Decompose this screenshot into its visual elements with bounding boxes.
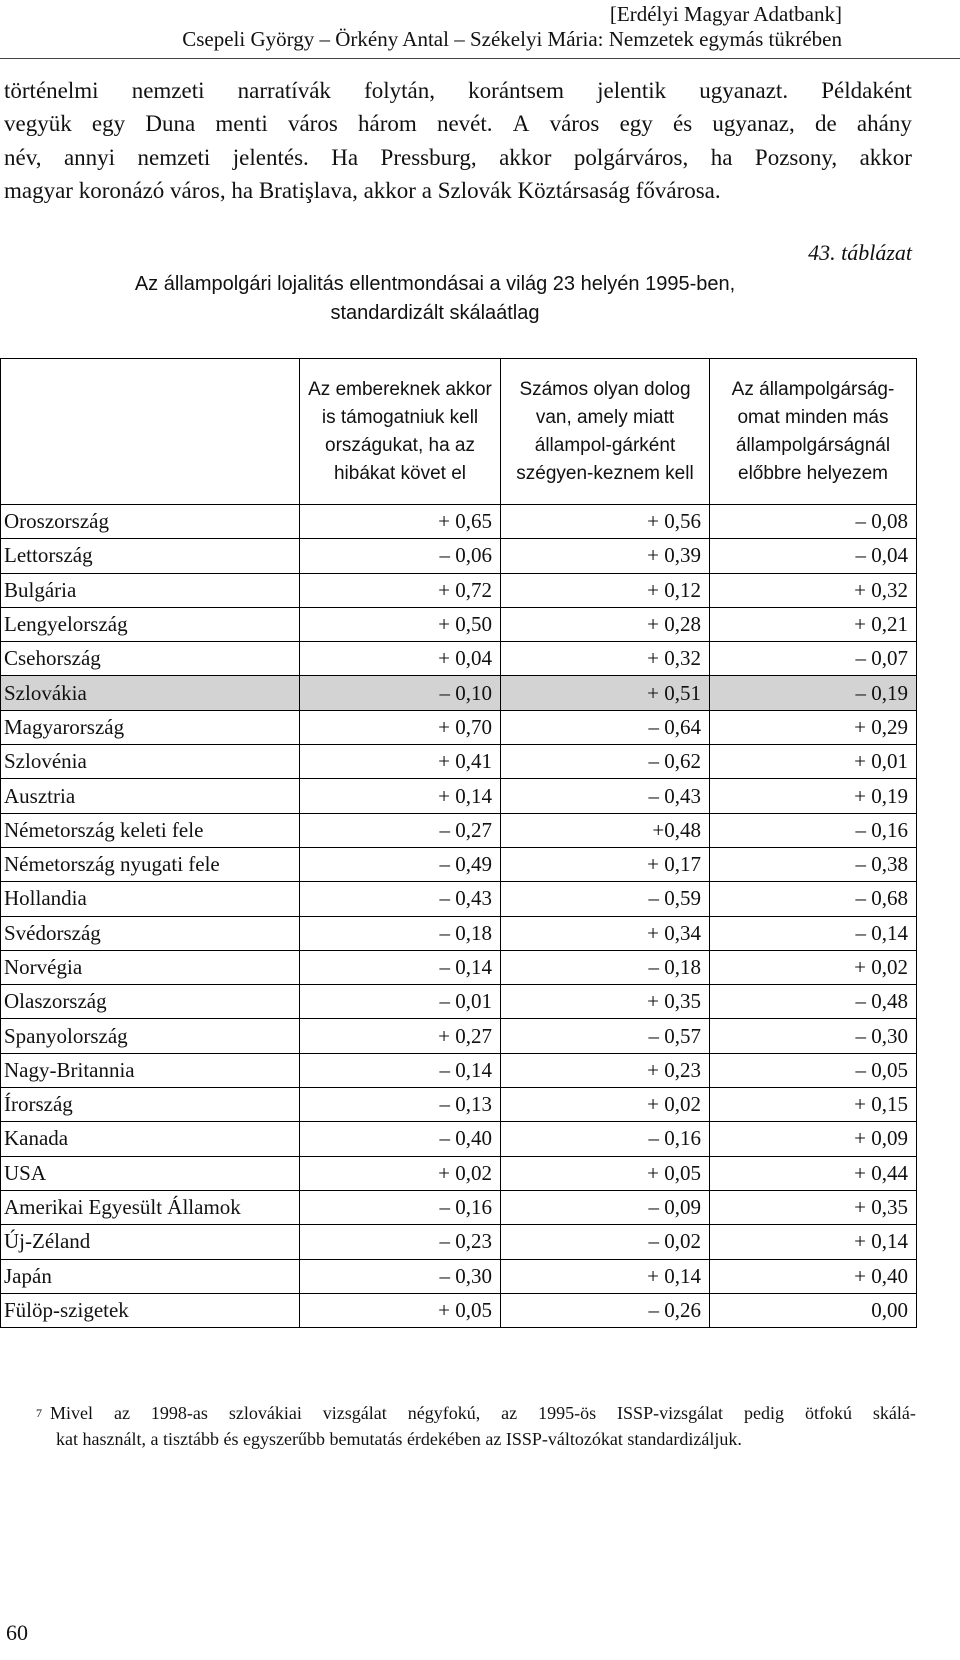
value-cell-support: + 0,27 [300, 1019, 501, 1053]
country-cell: Németország keleti fele [1, 813, 300, 847]
value-cell-support: + 0,50 [300, 607, 501, 641]
header-cell-shame: Számos olyan dolog van, amely miatt állampol-gárként szégyen-keznem kell [501, 359, 710, 505]
value-cell-priority: + 0,14 [710, 1225, 917, 1259]
body-word: narratívák [237, 78, 331, 103]
value-cell-priority: – 0,16 [710, 813, 917, 847]
table-row [1, 505, 917, 539]
value-cell-shame: + 0,28 [501, 607, 710, 641]
footnote-word: 1995-ös [538, 1403, 597, 1423]
footnote-word: kat [56, 1429, 78, 1449]
value-cell-shame: – 0,64 [501, 710, 710, 744]
table-row [1, 847, 917, 881]
table-row [1, 1088, 917, 1122]
value-cell-shame: – 0,02 [501, 1225, 710, 1259]
table-header-row [1, 359, 917, 505]
table-row [1, 676, 917, 710]
body-word: egy [619, 111, 653, 137]
body-word: egy [91, 111, 126, 137]
body-word: Szlovák [437, 177, 512, 203]
header-divider [0, 58, 960, 59]
body-line [4, 74, 912, 107]
value-cell-priority: + 0,40 [710, 1259, 917, 1293]
body-word: ugyanaz, [712, 111, 795, 137]
country-cell: Hollandia [1, 882, 300, 916]
footnote-word: szlovákiai [228, 1403, 302, 1423]
table-row [1, 916, 917, 950]
table-row [1, 779, 917, 813]
body-word: folytán, [364, 78, 435, 103]
footnote-word: skálá- [872, 1403, 916, 1423]
body-word: ahány [856, 111, 912, 137]
footnote-word: ötfokú [804, 1403, 852, 1423]
header-source: [Erdélyi Magyar Adatbank] [609, 2, 842, 26]
body-word: akkor [499, 144, 552, 170]
footnote-marker: 7 [36, 1406, 42, 1420]
table-row [1, 813, 917, 847]
value-cell-shame: – 0,43 [501, 779, 710, 813]
table-row [1, 1293, 917, 1327]
country-cell: Norvégia [1, 950, 300, 984]
body-word: ha [710, 144, 733, 170]
value-cell-priority: – 0,30 [710, 1019, 917, 1053]
value-cell-support: + 0,65 [300, 505, 501, 539]
body-word: nevét. [436, 111, 493, 137]
footnote-word: egyszerűbb [242, 1429, 325, 1449]
value-cell-shame: + 0,02 [501, 1088, 710, 1122]
table-row [1, 1259, 917, 1293]
value-cell-shame: + 0,32 [501, 642, 710, 676]
value-cell-priority: 0,00 [710, 1293, 917, 1327]
table-row [1, 573, 917, 607]
footnote-word: tisztább [162, 1429, 219, 1449]
value-cell-support: – 0,27 [300, 813, 501, 847]
country-cell: Csehország [1, 642, 300, 676]
header-citation: Csepeli György – Örkény Antal – Székelyi Mária: Nemzetek egymás tükrében [182, 27, 842, 51]
footnote-word: pedig [744, 1403, 784, 1423]
header-cell-support: Az embereknek akkor is támogatniuk kell országukat, ha az hibákat követ el [300, 359, 501, 505]
body-word: annyi [63, 144, 116, 170]
value-cell-support: – 0,06 [300, 539, 501, 573]
value-cell-priority: + 0,29 [710, 710, 917, 744]
country-cell: Svédország [1, 916, 300, 950]
table-body [1, 505, 917, 1328]
table-title-line: standardizált skálaátlag [330, 302, 540, 324]
body-line [4, 141, 912, 174]
value-cell-shame: + 0,23 [501, 1053, 710, 1087]
footnote-word: ISSP-változókat [505, 1429, 623, 1449]
value-cell-shame: + 0,14 [501, 1259, 710, 1293]
footnote [36, 1400, 916, 1452]
body-word: Bratişlava, [258, 177, 358, 203]
value-cell-support: – 0,14 [300, 950, 501, 984]
page-number: 60 [6, 1620, 28, 1645]
footnote-word: az [113, 1403, 130, 1423]
country-cell: Spanyolország [1, 1019, 300, 1053]
value-cell-priority: + 0,09 [710, 1122, 917, 1156]
body-word: ugyanazt. [699, 78, 789, 103]
value-cell-priority: – 0,08 [710, 505, 917, 539]
footnote-word: használt, [82, 1429, 146, 1449]
body-word: három [358, 111, 417, 137]
value-cell-support: – 0,01 [300, 985, 501, 1019]
footnote-word: 1998-as [150, 1403, 208, 1423]
value-cell-support: – 0,23 [300, 1225, 501, 1259]
body-word: történelmi [4, 78, 99, 103]
value-cell-priority: – 0,07 [710, 642, 917, 676]
value-cell-priority: – 0,19 [710, 676, 917, 710]
body-word: jelentik [597, 78, 667, 103]
value-cell-support: + 0,72 [300, 573, 501, 607]
table-title-line: Az állampolgári lojalitás ellentmondásai a világ 23 helyén 1995-ben, [134, 273, 736, 295]
value-cell-shame: – 0,26 [501, 1293, 710, 1327]
value-cell-priority: – 0,48 [710, 985, 917, 1019]
header-cell-priority: Az állampolgárság-omat minden más állampolgárságnál előbbre helyezem [710, 359, 917, 505]
table-row [1, 1156, 917, 1190]
country-cell: Fülöp-szigetek [1, 1293, 300, 1327]
table-row [1, 607, 917, 641]
value-cell-priority: – 0,38 [710, 847, 917, 881]
body-word: koronázó [78, 177, 165, 203]
value-cell-shame: – 0,59 [501, 882, 710, 916]
footnote-line [36, 1400, 916, 1426]
table-number: 43. táblázat [808, 240, 912, 265]
table-row [1, 642, 917, 676]
value-cell-shame: + 0,51 [501, 676, 710, 710]
country-cell: Oroszország [1, 505, 300, 539]
value-cell-support: + 0,14 [300, 779, 501, 813]
table-row [1, 1122, 917, 1156]
table-row [1, 539, 917, 573]
country-cell: Japán [1, 1259, 300, 1293]
table-row [1, 1225, 917, 1259]
value-cell-support: + 0,04 [300, 642, 501, 676]
value-cell-priority: – 0,05 [710, 1053, 917, 1087]
table-title [0, 270, 960, 328]
footnote-word: standardizáljuk. [627, 1429, 742, 1449]
country-cell: Olaszország [1, 985, 300, 1019]
value-cell-support: + 0,41 [300, 745, 501, 779]
table-row [1, 710, 917, 744]
body-word: magyar [4, 177, 73, 203]
value-cell-shame: – 0,62 [501, 745, 710, 779]
value-cell-priority: + 0,02 [710, 950, 917, 984]
footnote-word: és [223, 1429, 239, 1449]
body-word: jelentés. [232, 144, 309, 170]
country-cell: Szlovákia [1, 676, 300, 710]
value-cell-support: – 0,40 [300, 1122, 501, 1156]
body-word: a [421, 177, 432, 203]
body-word: Köztársaság [517, 177, 630, 203]
country-cell: USA [1, 1156, 300, 1190]
value-cell-priority: + 0,35 [710, 1190, 917, 1224]
body-word: város [549, 111, 600, 137]
value-cell-shame: + 0,39 [501, 539, 710, 573]
value-cell-priority: – 0,68 [710, 882, 917, 916]
body-word: A [512, 111, 530, 137]
value-cell-support: – 0,30 [300, 1259, 501, 1293]
body-word: vegyük [4, 111, 72, 137]
country-cell: Kanada [1, 1122, 300, 1156]
footnote-first-word: Mivel [50, 1403, 93, 1423]
body-word: ha [231, 177, 254, 203]
body-word: Pozsony, [754, 144, 838, 170]
body-word: nemzeti [137, 144, 211, 170]
body-line [4, 107, 912, 140]
value-cell-priority: + 0,01 [710, 745, 917, 779]
value-cell-shame: – 0,18 [501, 950, 710, 984]
value-cell-priority: + 0,44 [710, 1156, 917, 1190]
country-cell: Németország nyugati fele [1, 847, 300, 881]
body-word: de [814, 111, 837, 137]
value-cell-shame: – 0,57 [501, 1019, 710, 1053]
value-cell-shame: + 0,05 [501, 1156, 710, 1190]
table-row [1, 882, 917, 916]
body-word: Példaként [821, 78, 912, 103]
body-line [4, 174, 912, 207]
value-cell-support: + 0,70 [300, 710, 501, 744]
body-word: akkor [859, 144, 912, 170]
country-cell: Új-Zéland [1, 1225, 300, 1259]
table-row [1, 1053, 917, 1087]
body-word: név, [4, 144, 42, 170]
body-word: város, [170, 177, 226, 203]
country-cell: Bulgária [1, 573, 300, 607]
country-cell: Írország [1, 1088, 300, 1122]
value-cell-support: + 0,05 [300, 1293, 501, 1327]
value-cell-shame: + 0,12 [501, 573, 710, 607]
running-header [182, 2, 842, 52]
value-cell-support: – 0,13 [300, 1088, 501, 1122]
value-cell-priority: + 0,15 [710, 1088, 917, 1122]
value-cell-shame: + 0,56 [501, 505, 710, 539]
value-cell-shame: + 0,35 [501, 985, 710, 1019]
body-word: és [673, 111, 693, 137]
footnote-word: az [485, 1429, 502, 1449]
footnote-word: a [150, 1429, 159, 1449]
country-cell: Szlovénia [1, 745, 300, 779]
footnote-word: négyfokú, [407, 1403, 481, 1423]
body-word: akkor [363, 177, 416, 203]
body-word: nemzeti [131, 78, 205, 103]
value-cell-shame: – 0,16 [501, 1122, 710, 1156]
footnote-word: vizsgálat [322, 1403, 387, 1423]
footnote-word: bemutatás [329, 1429, 403, 1449]
value-cell-priority: – 0,14 [710, 916, 917, 950]
value-cell-support: + 0,02 [300, 1156, 501, 1190]
data-table [0, 358, 917, 1328]
value-cell-support: – 0,16 [300, 1190, 501, 1224]
body-word: fővárosa. [635, 177, 721, 203]
body-word: Duna [145, 111, 196, 137]
header-cell-country [1, 359, 300, 505]
value-cell-support: – 0,10 [300, 676, 501, 710]
country-cell: Magyarország [1, 710, 300, 744]
country-cell: Lettország [1, 539, 300, 573]
value-cell-support: – 0,43 [300, 882, 501, 916]
table-row [1, 745, 917, 779]
body-word: korántsem [468, 78, 564, 103]
value-cell-shame: + 0,34 [501, 916, 710, 950]
table-row [1, 1019, 917, 1053]
footnote-word: ISSP-vizsgálat [617, 1403, 724, 1423]
country-cell: Lengyelország [1, 607, 300, 641]
value-cell-shame: +0,48 [501, 813, 710, 847]
value-cell-priority: + 0,19 [710, 779, 917, 813]
footnote-line [36, 1426, 916, 1452]
value-cell-support: – 0,18 [300, 916, 501, 950]
body-word: város [287, 111, 338, 137]
value-cell-priority: + 0,32 [710, 573, 917, 607]
country-cell: Ausztria [1, 779, 300, 813]
value-cell-support: – 0,14 [300, 1053, 501, 1087]
table-row [1, 950, 917, 984]
value-cell-shame: – 0,09 [501, 1190, 710, 1224]
table-row [1, 1190, 917, 1224]
country-cell: Nagy-Britannia [1, 1053, 300, 1087]
body-word: Ha [331, 144, 359, 170]
value-cell-priority: – 0,04 [710, 539, 917, 573]
body-word: polgárváros, [573, 144, 689, 170]
footnote-word: az [501, 1403, 518, 1423]
body-word: menti [215, 111, 268, 137]
value-cell-shame: + 0,17 [501, 847, 710, 881]
body-paragraph [4, 74, 912, 207]
value-cell-priority: + 0,21 [710, 607, 917, 641]
country-cell: Amerikai Egyesült Államok [1, 1190, 300, 1224]
value-cell-support: – 0,49 [300, 847, 501, 881]
body-word: Pressburg, [380, 144, 477, 170]
footnote-word: érdekében [406, 1429, 481, 1449]
table-row [1, 985, 917, 1019]
